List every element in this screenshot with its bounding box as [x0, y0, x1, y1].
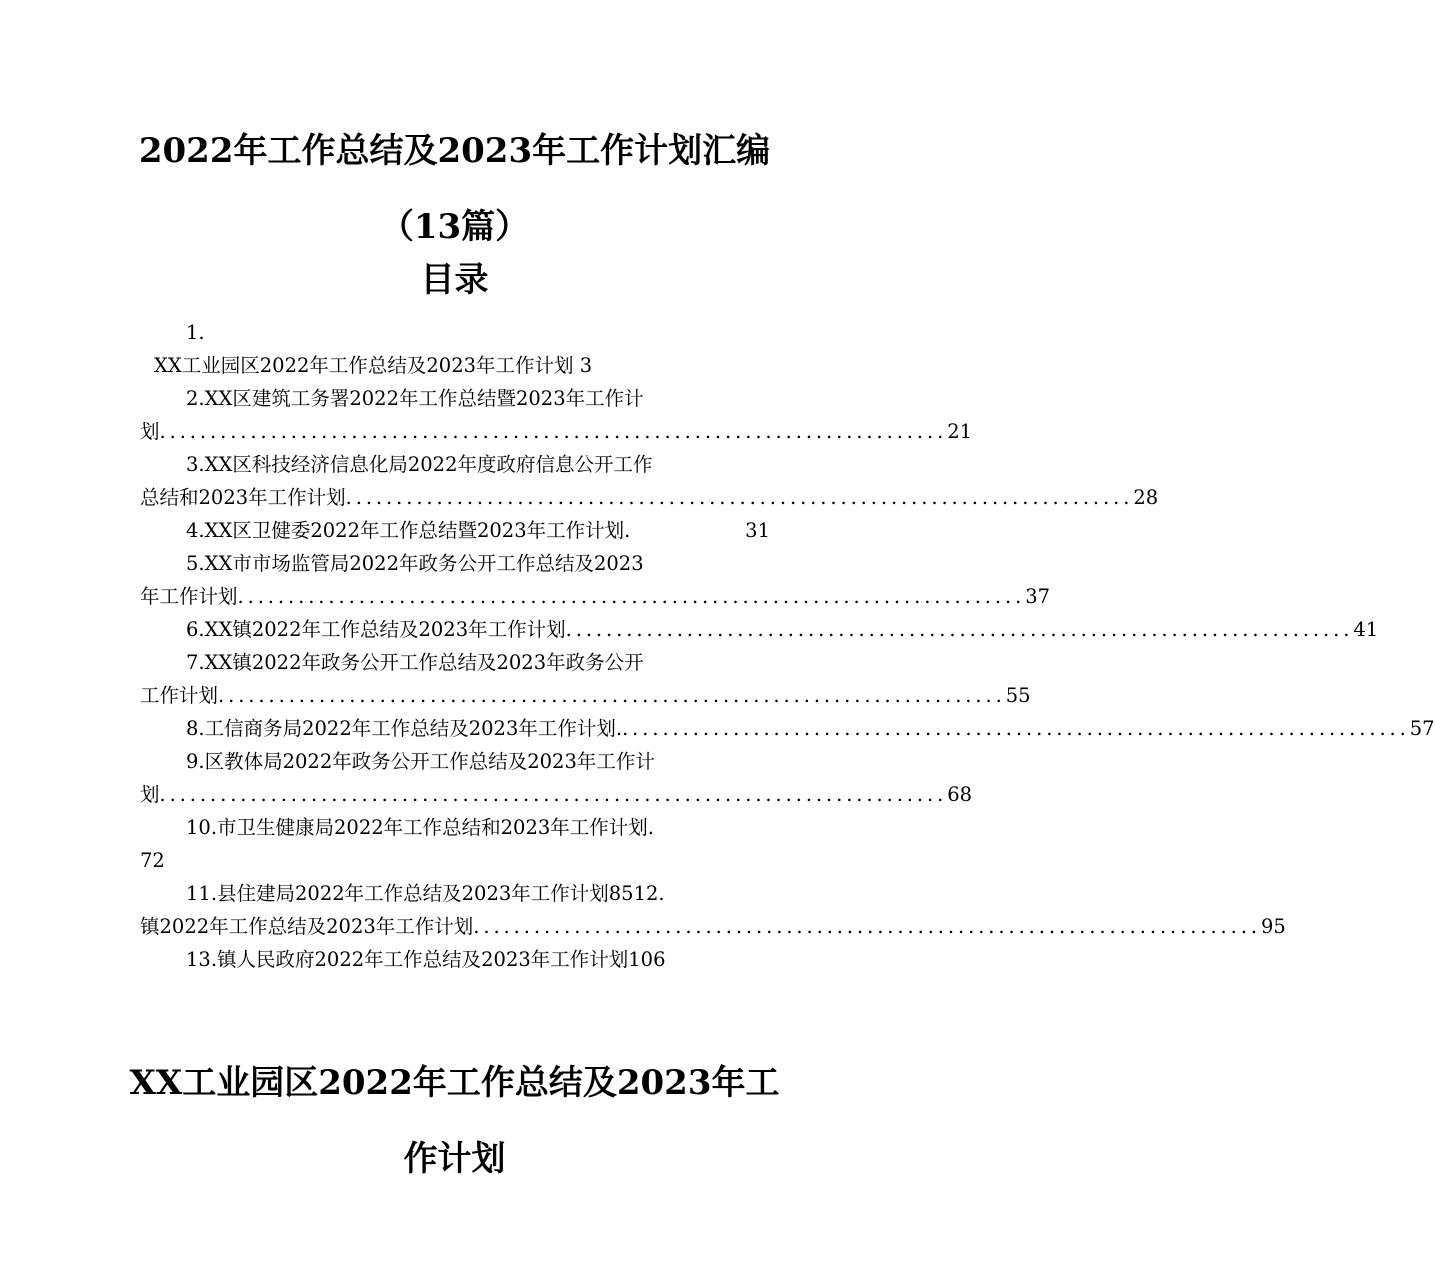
toc-item-5-tail: 年工作计划	[140, 585, 238, 608]
toc-leader-dots: ..............................................................................	[218, 684, 1006, 707]
toc-heading: 目录	[420, 260, 489, 300]
toc-item-5-line-2[interactable]	[140, 580, 1051, 613]
toc-item-5-line-1[interactable]: 5.XX市市场监管局2022年政务公开工作总结及2023	[186, 552, 644, 575]
toc-item-12-page: 95	[1260, 915, 1286, 938]
toc-item-9-tail: 划	[140, 783, 160, 806]
section-title-line-2: 作计划	[403, 1139, 506, 1179]
document-title-line-1: 2022年工作总结及2023年工作计划汇编	[138, 131, 771, 171]
toc-item-7-line-2[interactable]	[140, 679, 1031, 712]
toc-item-8-page: 57	[1409, 717, 1435, 740]
toc-item-1-number[interactable]: 1.	[186, 321, 205, 344]
toc-item-7-line-1[interactable]: 7.XX镇2022年政务公开工作总结及2023年政务公开	[186, 651, 644, 674]
toc-item-4-page: 31	[745, 519, 770, 542]
toc-leader-dots: ..............................................................................	[473, 915, 1261, 938]
toc-item-11[interactable]: 11.县住建局2022年工作总结及2023年工作计划8512.	[186, 882, 665, 905]
section-title	[0, 1045, 909, 1197]
toc-item-3-line-1[interactable]: 3.XX区科技经济信息化局2022年度政府信息公开工作	[186, 453, 653, 476]
table-of-contents	[140, 316, 1435, 976]
toc-item-5-page: 37	[1025, 585, 1051, 608]
toc-item-3-page: 28	[1133, 486, 1159, 509]
toc-item-9-line-2[interactable]	[140, 778, 973, 811]
toc-item-6-text: 6.XX镇2022年工作总结及2023年工作计划	[186, 618, 566, 641]
toc-leader-dots: ..............................................................................	[622, 717, 1410, 740]
toc-leader-dots: ..............................................................................	[159, 783, 948, 806]
toc-item-12-text: 镇2022年工作总结及2023年工作计划	[140, 915, 474, 938]
document-title-line-2: （13篇）	[379, 207, 530, 247]
document-title	[0, 113, 909, 265]
toc-item-10-page[interactable]: 72	[140, 849, 165, 872]
toc-item-3-line-2[interactable]	[140, 481, 1159, 514]
toc-item-2-line-2[interactable]	[140, 415, 973, 448]
toc-item-13[interactable]: 13.镇人民政府2022年工作总结及2023年工作计划106	[186, 948, 666, 971]
toc-leader-dots: ..............................................................................	[345, 486, 1134, 509]
toc-item-8-text: 8.工信商务局2022年工作总结及2023年工作计划.	[186, 717, 623, 740]
section-title-line-1: XX工业园区2022年工作总结及2023年工	[129, 1063, 780, 1103]
toc-leader-dots: ..............................................................................	[237, 585, 1026, 608]
toc-item-2-page: 21	[947, 420, 973, 443]
toc-item-10[interactable]: 10.市卫生健康局2022年工作总结和2023年工作计划.	[186, 816, 654, 839]
toc-item-8[interactable]	[140, 712, 1435, 745]
toc-item-3-tail: 总结和2023年工作计划	[140, 486, 346, 509]
toc-item-4-text: 4.XX区卫健委2022年工作总结暨2023年工作计划.	[186, 519, 631, 542]
toc-item-2-tail: 划	[140, 420, 160, 443]
toc-leader-dots: ..............................................................................	[159, 420, 948, 443]
toc-item-12[interactable]	[140, 910, 1286, 943]
toc-item-9-page: 68	[947, 783, 973, 806]
toc-item-2-line-1[interactable]: 2.XX区建筑工务署2022年工作总结暨2023年工作计	[186, 387, 644, 410]
toc-item-6-page: 41	[1353, 618, 1379, 641]
toc-item-1[interactable]: XX工业园区2022年工作总结及2023年工作计划 3	[154, 354, 593, 377]
toc-item-7-page: 55	[1005, 684, 1031, 707]
toc-leader-dots: ..............................................................................	[565, 618, 1354, 641]
toc-item-4[interactable]	[140, 514, 770, 547]
toc-item-7-tail: 工作计划	[140, 684, 219, 707]
toc-item-9-line-1[interactable]: 9.区教体局2022年政务公开工作总结及2023年工作计	[186, 750, 655, 773]
toc-item-6[interactable]	[140, 613, 1379, 646]
